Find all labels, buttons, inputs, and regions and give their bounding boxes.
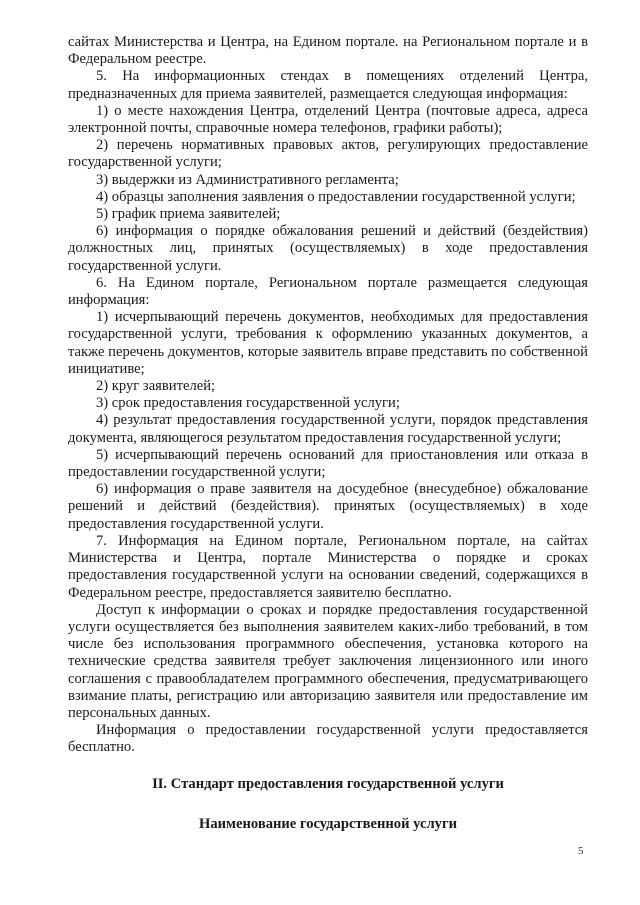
paragraph-14: 5) исчерпывающий перечень оснований для приостановления или отказа в предоставлении государственной услуги; <box>68 446 588 481</box>
section-heading: II. Стандарт предоставления государственной услуги <box>152 775 504 792</box>
paragraph-7: 5) график приема заявителей; <box>96 206 281 223</box>
paragraph-4: 2) перечень нормативных правовых актов, регулирующих предоставление государственной услуги; <box>68 137 588 171</box>
paragraph-17: Доступ к информации о сроках и порядке предоставления государственной услуги осуществляется без выполнения заявителем каких-либо требований, в том числе без использования программного обеспечения, установка которого на технические средства заявителя требует заключения лицензионного или иного соглашения с правообладателем программного обеспечения, предусматривающего взимание платы, регистрацию или авторизацию заявителя или предоставление им персональных данных. <box>68 601 588 721</box>
paragraph-11: 2) круг заявителей; <box>96 378 216 395</box>
paragraph-15: 6) информация о праве заявителя на досудебное (внесудебное) обжалование решений и действий (бездействия). принятых (осуществляемых) в ходе предоставления государственной услуги. <box>68 481 588 532</box>
paragraph-5: 3) выдержки из Административного регламента; <box>96 171 399 188</box>
paragraph-2: 5. На информационных стендах в помещениях отделений Центра, предназначенных для приема заявителей, размещается следующая информация: <box>68 68 588 102</box>
document-page <box>68 34 588 833</box>
paragraph-8: 6) информация о порядке обжалования решений и действий (бездействия) должностных лиц, принятых (осуществляемых) в ходе предоставления государственной услуги. <box>68 223 588 274</box>
paragraph-13: 4) результат предоставления государственной услуги, порядок представления документа, являющегося результатом предоставления государственной услуги; <box>68 412 588 446</box>
paragraph-16: 7. Информация на Едином портале, Региональном портале, на сайтах Министерства и Центра, портале Министерства о порядке и сроках предоставления государственной услуги на основании сведений, содержащихся в Федеральном реестре, предоставляется заявителю бесплатно. <box>68 532 588 601</box>
paragraph-6: 4) образцы заполнения заявления о предоставлении государственной услуги; <box>96 188 576 205</box>
paragraph-9: 6. На Едином портале, Региональном портале размещается следующая информация: <box>68 274 588 309</box>
paragraph-3: 1) о месте нахождения Центра, отделений Центра (почтовые адреса, адреса электронной почты, справочные номера телефонов, графики работы); <box>68 102 588 137</box>
paragraph-1: сайтах Министерства и Центра, на Едином портале. на Региональном портале и в Федеральном реестре. <box>68 34 588 68</box>
paragraph-10: 1) исчерпывающий перечень документов, необходимых для предоставления государственной услуги, требования к оформлению указанных документов, а также перечень документов, которые заявитель вправе представить по собственной инициативе; <box>68 309 588 377</box>
subsection-heading: Наименование государственной услуги <box>199 815 457 832</box>
paragraph-12: 3) срок предоставления государственной услуги; <box>96 395 400 412</box>
page-number: 5 <box>578 845 584 857</box>
paragraph-18: Информация о предоставлении государственной услуги предоставляется бесплатно. <box>68 722 588 756</box>
